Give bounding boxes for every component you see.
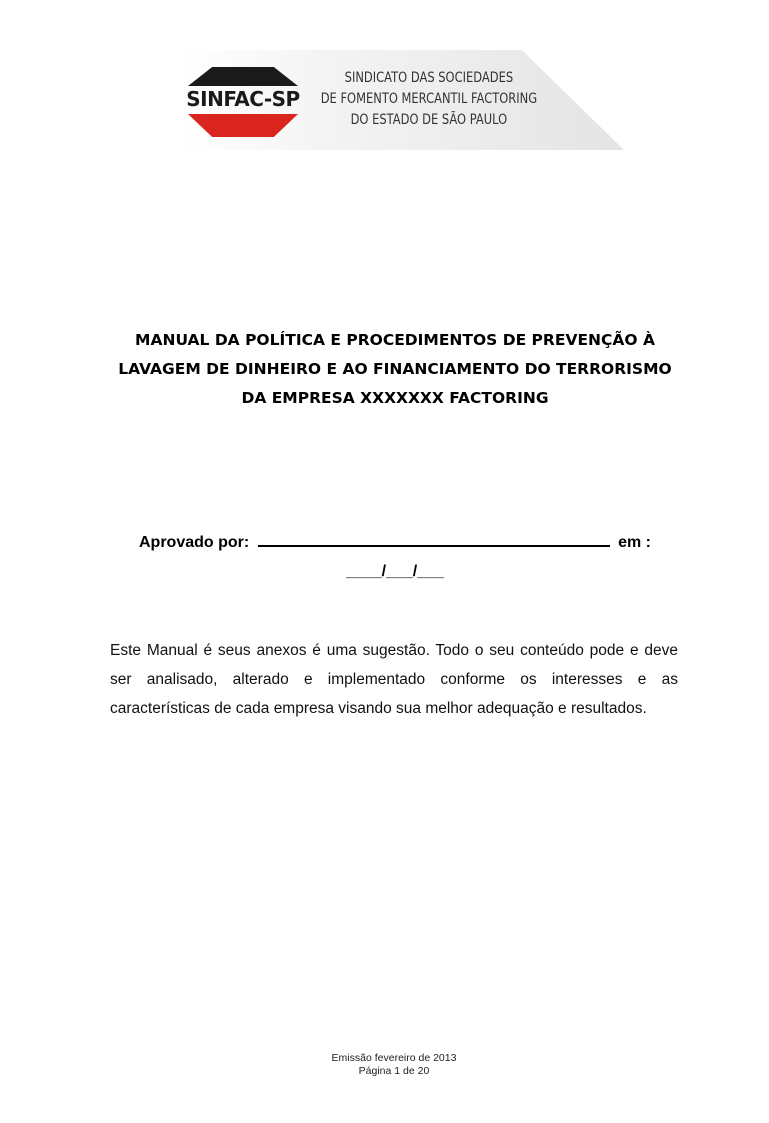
page-footer	[284, 1052, 504, 1078]
sinfac-logo	[188, 67, 298, 139]
title-line: LAVAGEM DE DINHEIRO E AO FINANCIAMENTO DO TERRORISMO	[118, 360, 672, 378]
emission-date: Emissão fevereiro de 2013	[331, 1052, 457, 1064]
org-name-line: SINDICATO DAS SOCIEDADES	[344, 70, 514, 86]
title-line: MANUAL DA POLÍTICA E PROCEDIMENTOS DE PREVENÇÃO À	[135, 331, 655, 349]
date-blank: ____/___/___	[346, 563, 444, 580]
approval-label: Aprovado por:	[138, 534, 250, 551]
approval-block	[100, 528, 690, 586]
header-banner	[180, 50, 624, 150]
title-line: DA EMPRESA XXXXXXX FACTORING	[241, 389, 549, 407]
approval-line	[100, 528, 690, 557]
page-number: Página 1 de 20	[358, 1065, 430, 1077]
org-name-line: DO ESTADO DE SÃO PAULO	[350, 112, 508, 128]
document-title	[90, 326, 700, 413]
signature-blank	[258, 529, 610, 547]
logo-bottom-shape	[188, 114, 298, 137]
approval-suffix: em :	[618, 534, 652, 551]
org-name	[310, 68, 548, 131]
logo-text: SINFAC-SP	[186, 87, 300, 111]
disclaimer-paragraph: Este Manual é seus anexos é uma sugestão. Todo o seu conteúdo pode e deve ser analisado, alterado e implementado conforme os interesses e as características de cada empresa visando sua melhor adequação e resultados.	[110, 642, 678, 717]
logo-top-shape	[188, 67, 298, 86]
org-name-line: DE FOMENTO MERCANTIL FACTORING	[320, 91, 538, 107]
